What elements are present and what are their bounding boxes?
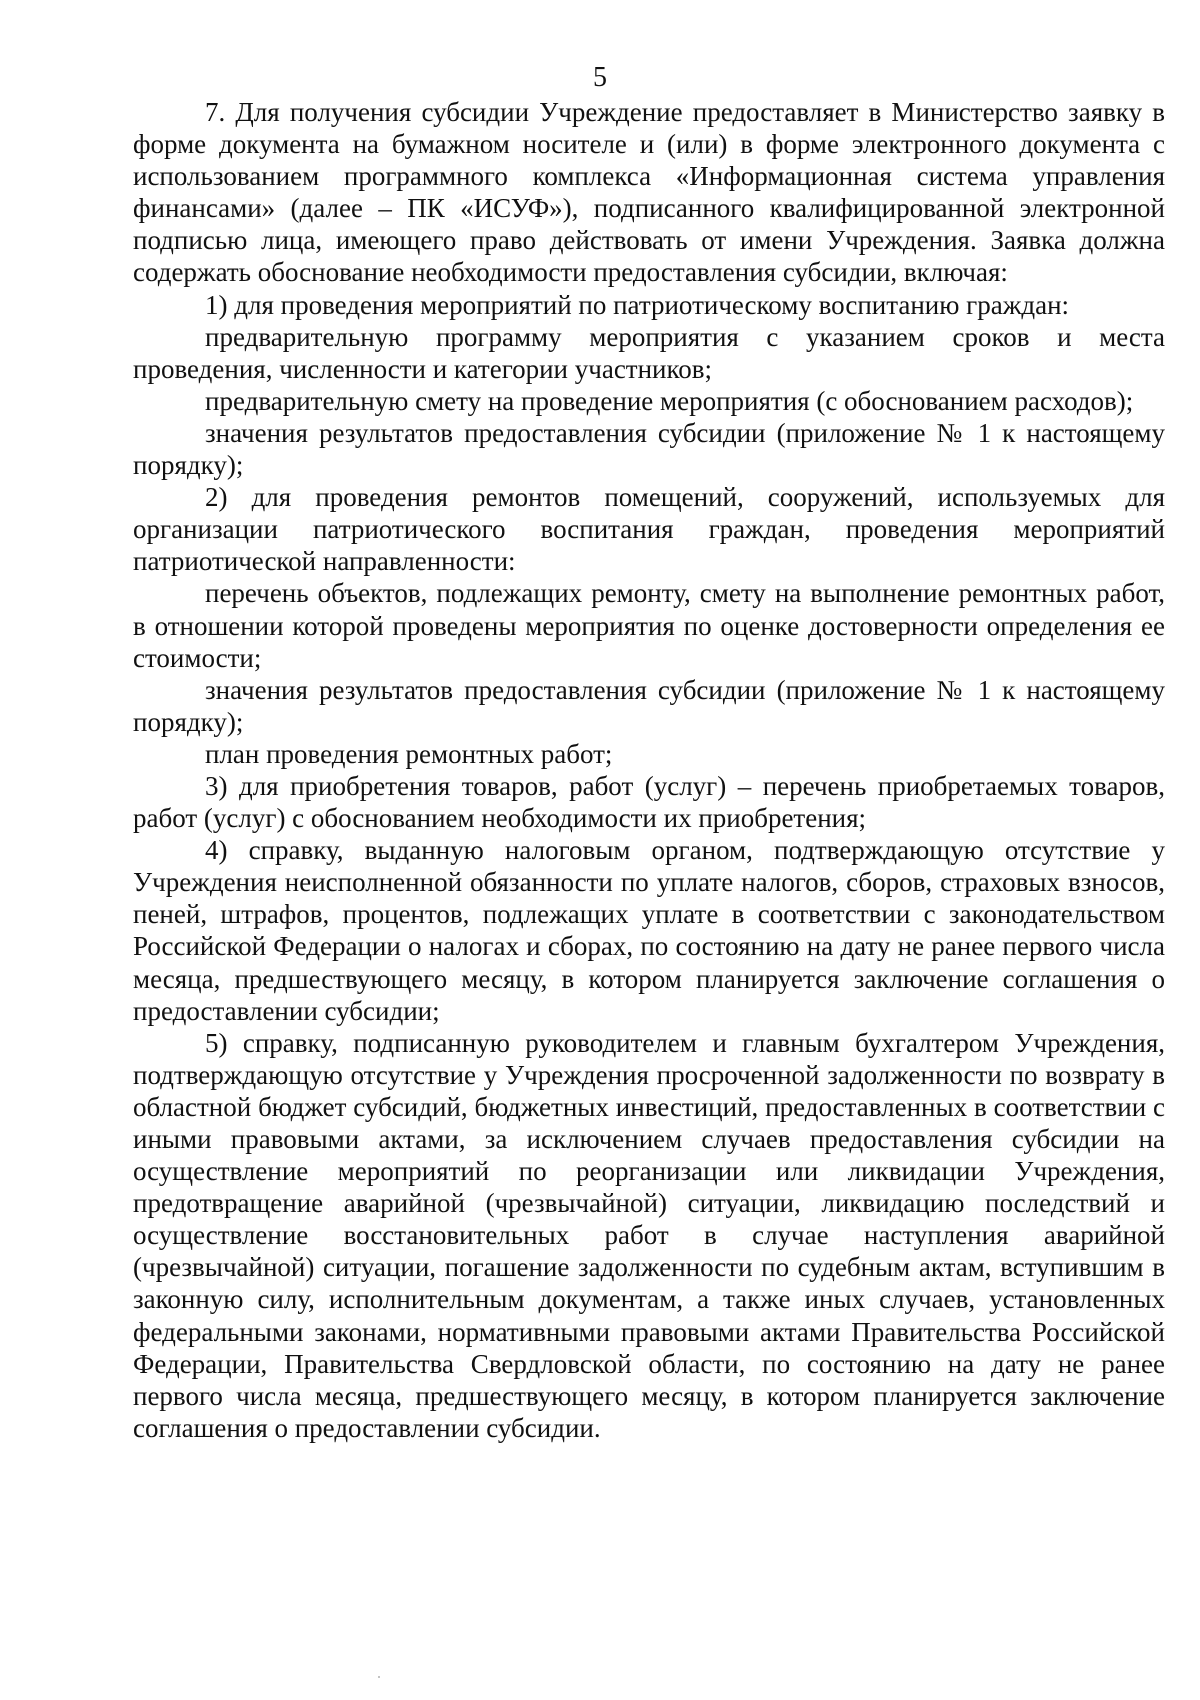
page-number: 5: [593, 62, 607, 93]
subitem-2-results: значения результатов предоставления субсидии (приложение № 1 к настоящему порядку);: [133, 674, 1165, 737]
subitem-1-program: предварительную программу мероприятия с указанием сроков и места проведения, численности и категории участников;: [133, 321, 1165, 384]
subitem-4: 4) справку, выданную налоговым органом, подтверждающую отсутствие у Учреждения неисполненной обязанности по уплате налогов, сборов, страховых взносов, пеней, штрафов, процентов, подлежащих уплате в соответствии с законодательством Российской Федерации о налогах и сборах, по состоянию на дату не ранее первого числа месяца, предшествующего месяцу, в котором планируется заключение соглашения о предоставлении субсидии;: [133, 835, 1165, 1026]
subitem-3: 3) для приобретения товаров, работ (услуг) – перечень приобретаемых товаров, работ (услуг) с обоснованием необходимости их приобретения;: [133, 770, 1165, 834]
subitem-2-plan: план проведения ремонтных работ;: [205, 738, 613, 769]
paragraph-7: 7. Для получения субсидии Учреждение предоставляет в Министерство заявку в форме документа на бумажном носителе и (или) в форме электронного документа с использованием программного комплекса «Информационная система управления финансами» (далее – ПК «ИСУФ»), подписанного квалифицированной электронной подписью лица, имеющего право действовать от имени Учреждения. Заявка должна содержать обоснование необходимости предоставления субсидии, включая:: [133, 97, 1165, 288]
subitem-2: 2) для проведения ремонтов помещений, сооружений, используемых для организации патриотического воспитания граждан, проведения мероприятий патриотической направленности:: [133, 482, 1165, 577]
subitem-2-objects: перечень объектов, подлежащих ремонту, смету на выполнение ремонтных работ, в отношении которой проведены мероприятия по оценке достоверности определения ее стоимости;: [133, 578, 1165, 673]
subitem-1-estimate: предварительную смету на проведение мероприятия (с обоснованием расходов);: [205, 385, 1134, 416]
subitem-5: 5) справку, подписанную руководителем и главным бухгалтером Учреждения, подтверждающую отсутствие у Учреждения просроченной задолженности по возврату в областной бюджет субсидий, бюджетных инвестиций, предоставленных в соответствии с иными правовыми актами, за исключением случаев предоставления субсидии на осуществление мероприятий по реорганизации или ликвидации Учреждения, предотвращение аварийной (чрезвычайной) ситуации, ликвидацию последствий и осуществление восстановительных работ в случае наступления аварийной (чрезвычайной) ситуации, погашение задолженности по судебным актам, вступившим в законную силу, исполнительным документам, а также иных случаев, установленных федеральными законами, нормативными правовыми актами Правительства Российской Федерации, Правительства Свердловской области, по состоянию на дату не ранее первого числа месяца, предшествующего месяцу, в котором планируется заключение соглашения о предоставлении субсидии.: [133, 1027, 1165, 1443]
subitem-1-results: значения результатов предоставления субсидии (приложение № 1 к настоящему порядку);: [133, 417, 1165, 481]
subitem-1: 1) для проведения мероприятий по патриотическому воспитанию граждан:: [205, 289, 1070, 320]
scan-artifact: [378, 1676, 380, 1678]
document-body: [133, 96, 1165, 1444]
